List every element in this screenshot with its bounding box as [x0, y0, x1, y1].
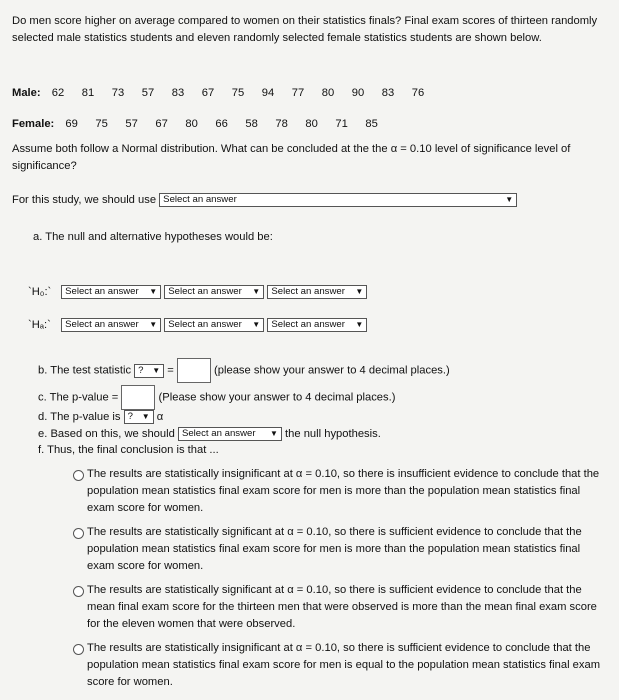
chevron-down-icon: ▼	[355, 287, 364, 296]
chevron-down-icon: ▼	[505, 195, 514, 204]
male-scores	[44, 87, 442, 99]
assumption-text: Assume both follow a Normal distribution. What can be concluded at the the α = 0.10 level of significance level of significance?	[12, 143, 571, 172]
score-value: 69	[65, 118, 78, 130]
part-f-label: f. Thus, the final conclusion is that ...	[38, 444, 219, 456]
part-e-tail: the null hypothesis.	[285, 427, 381, 440]
radio-button[interactable]	[73, 644, 84, 655]
score-value: 67	[201, 87, 215, 99]
part-c-note: (Please show your answer to 4 decimal places.)	[158, 391, 396, 404]
score-value: 78	[275, 118, 288, 130]
chevron-down-icon: ▼	[355, 320, 364, 329]
option-4-text: The results are statistically insignificant at α = 0.10, so there is sufficient evidence to conclude that the population mean statistics final exam score for men is equal to the population mean statistics final exam score for women.	[87, 642, 601, 688]
score-value: 73	[111, 87, 125, 99]
score-value: 83	[171, 87, 185, 99]
study-type-select[interactable]	[159, 193, 517, 207]
h0-label: `H₀:`	[28, 285, 52, 298]
study-select-text: Select an answer	[163, 194, 237, 205]
score-value: 80	[321, 87, 335, 99]
study-prompt: For this study, we should use	[12, 193, 157, 206]
score-value: 85	[365, 118, 378, 130]
h0-row	[28, 285, 367, 299]
h0-value-select[interactable]	[267, 285, 367, 299]
chevron-down-icon: ▼	[152, 365, 161, 375]
decision-select[interactable]	[178, 427, 282, 441]
ha-operator-text: Select an answer	[168, 319, 242, 330]
score-value: 81	[81, 87, 95, 99]
part-c-label: c. The p-value =	[38, 391, 119, 404]
p-value-input[interactable]	[121, 385, 155, 410]
ha-label: `Hₐ:`	[28, 318, 51, 331]
p-value-comparison-text: ?	[127, 411, 133, 422]
ha-value-text: Select an answer	[271, 319, 345, 330]
h0-parameter-text: Select an answer	[65, 286, 139, 297]
score-value: 75	[231, 87, 245, 99]
conclusion-option-4[interactable]	[73, 640, 603, 694]
option-3-text: The results are statistically significant at α = 0.10, so there is sufficient evidence to conclude that the mean final exam score for the thirteen men that were observed is more than the mean final exam score for the eleven women that were observed.	[87, 584, 597, 630]
h0-operator-text: Select an answer	[168, 286, 242, 297]
decision-select-text: Select an answer	[181, 428, 256, 439]
female-scores	[57, 118, 395, 130]
ha-value-select[interactable]	[267, 318, 367, 332]
part-c-row	[38, 385, 395, 410]
score-value: 75	[95, 118, 108, 130]
score-value: 80	[305, 118, 318, 130]
test-statistic-select-text: ?	[138, 364, 144, 376]
part-e-label: e. Based on this, we should	[38, 427, 175, 440]
study-row	[12, 193, 517, 207]
chevron-down-icon: ▼	[270, 429, 278, 438]
score-value: 71	[335, 118, 348, 130]
score-value: 77	[291, 87, 305, 99]
chevron-down-icon: ▼	[252, 287, 261, 296]
option-2-text: The results are statistically significant at α = 0.10, so there is sufficient evidence to conclude that the population mean statistics final exam score for men is more than the population mean statistics final exam score for women.	[87, 526, 582, 572]
score-value: 66	[215, 118, 228, 130]
p-value-comparison-select[interactable]	[124, 410, 154, 424]
ha-parameter-text: Select an answer	[65, 319, 139, 330]
option-1-text: The results are statistically insignificant at α = 0.10, so there is insufficient evidence to conclude that the population mean statistics final exam score for men is more than the population mean statistics final exam score for women.	[87, 468, 600, 514]
h0-parameter-select[interactable]	[61, 285, 161, 299]
equals-sign: =	[167, 364, 174, 377]
part-d-row	[38, 410, 163, 424]
score-value: 57	[141, 87, 155, 99]
part-a-label: a. The null and alternative hypotheses would be:	[33, 231, 273, 243]
score-value: 76	[411, 87, 425, 99]
male-label: Male:	[12, 87, 41, 99]
test-statistic-input[interactable]	[177, 358, 211, 383]
chevron-down-icon: ▼	[149, 320, 158, 329]
score-value: 62	[51, 87, 65, 99]
score-value: 80	[185, 118, 198, 130]
conclusion-option-2[interactable]	[73, 524, 603, 578]
score-value: 57	[125, 118, 138, 130]
chevron-down-icon: ▼	[252, 320, 261, 329]
alpha-symbol: α	[156, 410, 164, 423]
conclusion-option-1[interactable]	[73, 466, 603, 520]
score-value: 90	[351, 87, 365, 99]
chevron-down-icon: ▼	[149, 287, 158, 296]
radio-button[interactable]	[73, 586, 84, 597]
ha-parameter-select[interactable]	[61, 318, 161, 332]
part-e-row	[38, 427, 381, 441]
score-value: 94	[261, 87, 275, 99]
part-b-label: b. The test statistic	[38, 364, 132, 377]
male-scores-row	[12, 87, 442, 99]
radio-button[interactable]	[73, 528, 84, 539]
radio-button[interactable]	[73, 470, 84, 481]
part-b-note: (please show your answer to 4 decimal places.)	[214, 364, 450, 377]
part-d-label: d. The p-value is	[38, 410, 121, 423]
ha-operator-select[interactable]	[164, 318, 264, 332]
female-scores-row	[12, 118, 395, 130]
chevron-down-icon: ▼	[141, 412, 150, 421]
h0-operator-select[interactable]	[164, 285, 264, 299]
score-value: 58	[245, 118, 258, 130]
score-value: 67	[155, 118, 168, 130]
score-value: 83	[381, 87, 395, 99]
female-label: Female:	[12, 118, 55, 130]
ha-row	[28, 318, 367, 332]
test-statistic-select[interactable]	[134, 364, 164, 378]
part-b-row	[38, 358, 450, 383]
h0-value-text: Select an answer	[271, 286, 345, 297]
conclusion-option-3[interactable]	[73, 582, 603, 636]
question-intro: Do men score higher on average compared to women on their statistics finals? Final exam scores of thirteen randomly selected male statistics students and eleven randomly selected female statistics students are shown below.	[12, 15, 598, 44]
